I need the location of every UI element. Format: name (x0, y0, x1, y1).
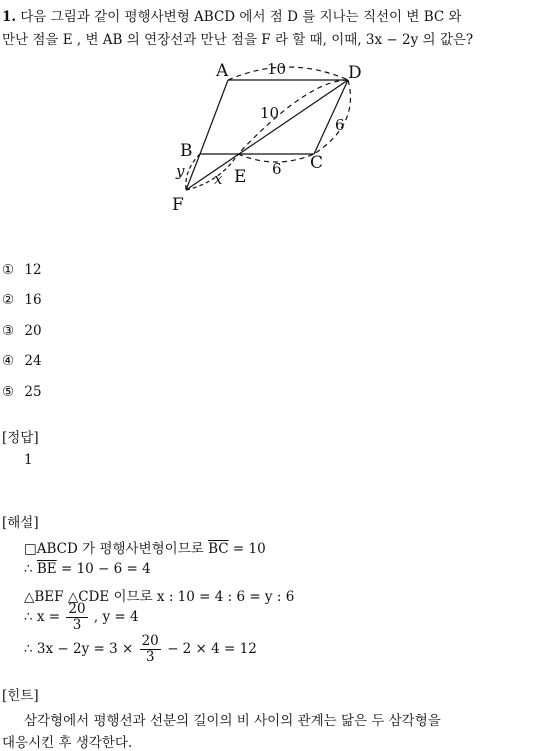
question-line-2: 만난 점을 E , 변 AB 의 연장선과 만난 점을 F 라 할 때, 이때, 3x − 2y 의 값은? (2, 32, 474, 48)
choice-5[interactable] (2, 384, 42, 400)
choice-3[interactable] (2, 323, 42, 339)
choice-value: 24 (24, 353, 42, 369)
hint-line-2: 대응시킨 후 생각한다. (2, 735, 133, 751)
explanation-line-4 (24, 602, 139, 633)
fraction-numerator: 20 (141, 633, 159, 649)
arc-ad (228, 67, 348, 80)
explanation-line-3: △BEF △CDE 이므로 x : 10 = 4 : 6 = y : 6 (24, 589, 295, 605)
explanation-text: ∴ 3x − 2y = 3 × (24, 640, 134, 657)
label-ad-length: 10 (267, 60, 287, 78)
label-ec-length: 6 (272, 160, 282, 178)
explanation-line-1 (24, 537, 266, 557)
label-c: C (310, 153, 324, 173)
fraction (140, 634, 161, 665)
choice-value: 25 (24, 384, 42, 400)
hint-header: [힌트] (2, 688, 39, 704)
line-dfe (186, 80, 348, 190)
therefore-symbol: ∴ (24, 561, 33, 577)
label-y: y (176, 162, 185, 180)
label-b: B (180, 141, 193, 161)
label-a: A (216, 61, 229, 81)
choice-value: 12 (24, 262, 42, 278)
explanation-text: = 10 − 6 = 4 (60, 561, 151, 577)
fraction (66, 602, 87, 633)
explanation-line-5 (24, 634, 257, 665)
parallelogram-figure (160, 52, 390, 222)
label-de-length: 10 (260, 104, 280, 122)
label-e: E (234, 167, 247, 187)
explanation-header: [해설] (2, 515, 39, 531)
fraction-denominator: 3 (72, 616, 82, 633)
segment-bc-notation: $\overline{BC}$ (208, 541, 229, 557)
question-number: 1. (2, 9, 17, 25)
choice-marker: ③ (2, 323, 15, 339)
choice-4[interactable] (2, 353, 42, 369)
choice-marker: ④ (2, 353, 15, 369)
label-f: F (172, 195, 184, 215)
label-x: x (214, 170, 223, 188)
fraction-denominator: 3 (145, 648, 155, 665)
answer-header: [정답] (2, 430, 39, 446)
choice-value: 16 (24, 292, 42, 308)
explanation-text: , y = 4 (93, 608, 139, 625)
explanation-text: ∴ x = (24, 608, 61, 625)
choice-marker: ① (2, 262, 15, 278)
answer-value: 1 (24, 452, 33, 468)
segment-ba (200, 80, 228, 154)
question-line-1 (2, 5, 462, 25)
label-d: D (348, 63, 362, 83)
explanation-line-2 (24, 561, 151, 577)
explanation-text: − 2 × 4 = 12 (167, 640, 257, 657)
segment-be-notation: $\overline{BE}$ (36, 561, 57, 577)
explanation-text: □ABCD 가 평행사변형이므로 (24, 541, 204, 557)
choice-marker: ⑤ (2, 384, 15, 400)
fraction-numerator: 20 (68, 601, 86, 617)
choice-2[interactable] (2, 292, 42, 308)
question-text-1: 다음 그림과 같이 평행사변형 ABCD 에서 점 D 를 지나는 직선이 변 BC 와 (20, 9, 462, 25)
choice-1[interactable] (2, 262, 42, 278)
explanation-text: = 10 (232, 541, 266, 557)
choice-value: 20 (24, 323, 42, 339)
label-cd-length: 6 (335, 116, 345, 134)
choice-marker: ② (2, 292, 15, 308)
hint-line-1: 삼각형에서 평행선과 선분의 길이의 비 사이의 관계는 닮은 두 삼각형을 (24, 713, 441, 729)
